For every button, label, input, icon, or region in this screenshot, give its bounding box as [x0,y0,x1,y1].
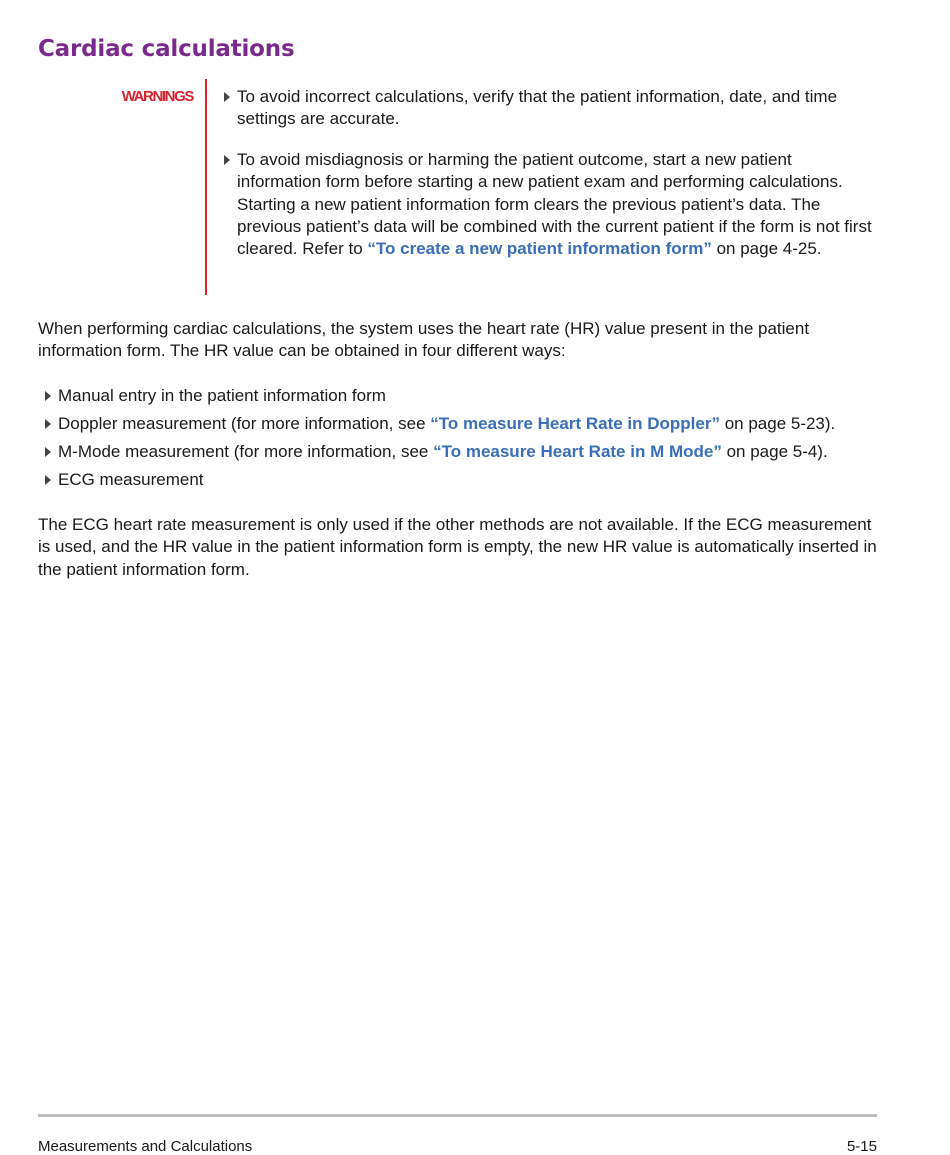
footer-section-title: Measurements and Calculations [38,1138,253,1155]
new-patient-form-link[interactable]: “To create a new patient information form” [367,239,712,259]
warning-item [222,86,877,131]
warnings-label: WARNINGS [121,88,193,105]
method-text-tail: on page 5-23). [719,414,836,433]
footer-divider [38,1114,877,1117]
list-item [43,385,903,413]
warning-text-tail: on page 4-25. [711,239,822,259]
bullet-triangle-icon [45,391,51,401]
list-item [43,441,903,469]
warning-text: To avoid misdiagnosis or harming the patient outcome, start a new patient information form before starting a new patient exam and performing calculations. Starting a new patient information form clears the previous patient’s data. The previous patient’s data will be combined with the current patient if the form is not first cleared. Refer to [237,149,872,259]
method-text-tail: on page 5-4). [721,442,828,461]
method-text: Manual entry in the patient information form [58,386,386,405]
hr-methods-list [43,385,903,497]
bullet-triangle-icon [45,419,51,429]
bullet-triangle-icon [224,92,230,102]
bullet-triangle-icon [224,155,230,165]
warnings-list [222,86,877,279]
bullet-triangle-icon [45,475,51,485]
bullet-triangle-icon [45,447,51,457]
mmode-hr-link[interactable]: “To measure Heart Rate in M Mode” [433,442,722,461]
section-heading: Cardiac calculations [38,36,295,62]
intro-paragraph: When performing cardiac calculations, the system uses the heart rate (HR) value present in the patient information form. The HR value can be obtained in four different ways: [38,319,810,361]
method-text: M-Mode measurement (for more information, see [58,442,434,461]
warning-text: To avoid incorrect calculations, verify that the patient information, date, and time settings are accurate. [237,87,838,129]
warning-divider [205,79,207,295]
warning-item [222,149,877,261]
method-text: Doppler measurement (for more information, see [58,414,431,433]
list-item [43,469,903,497]
ecg-note-paragraph: The ECG heart rate measurement is only used if the other methods are not available. If the ECG measurement is used, and the HR value in the patient information form is empty, the new HR value is automatically inserted in the patient information form. [38,515,877,579]
doppler-hr-link[interactable]: “To measure Heart Rate in Doppler” [430,414,720,433]
footer-page-number: 5-15 [846,1138,877,1155]
list-item [43,413,903,441]
method-text: ECG measurement [58,470,204,489]
